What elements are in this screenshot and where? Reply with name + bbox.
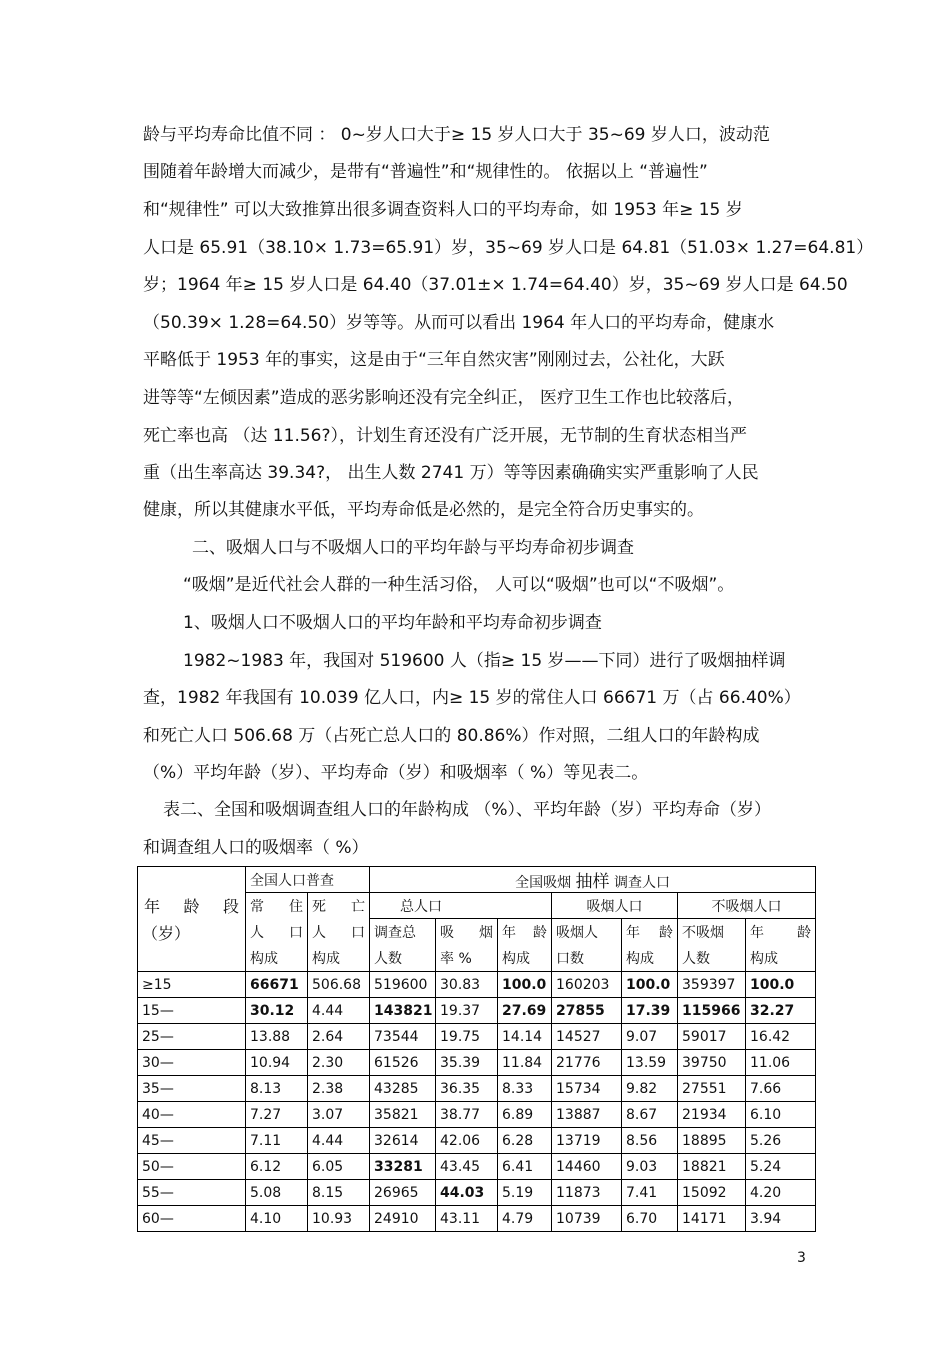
- table-cell: 36.35: [436, 1076, 498, 1102]
- paragraph-line: 1982~1983 年，我国对 519600 人（指≥ 15 岁——下同）进行了吸烟抽样调: [183, 651, 786, 671]
- table-cell: 33281: [370, 1154, 436, 1180]
- sub-header-smoke: 吸烟人口: [552, 893, 678, 919]
- age-cell: 15—: [138, 998, 246, 1024]
- table-cell: 14171: [678, 1206, 746, 1232]
- table-cell: 61526: [370, 1050, 436, 1076]
- table-cell: 16.42: [746, 1024, 816, 1050]
- sub-heading: 1、吸烟人口不吸烟人口的平均年龄和平均寿命初步调查: [183, 613, 602, 633]
- table-cell: 42.06: [436, 1128, 498, 1154]
- table-cell: 44.03: [436, 1180, 498, 1206]
- table-cell: 27551: [678, 1076, 746, 1102]
- paragraph-line: 平略低于 1953 年的事实，这是由于“三年自然灾害”刚刚过去，公社化，大跃: [143, 350, 725, 370]
- table-cell: 2.38: [308, 1076, 370, 1102]
- paragraph-line: 龄与平均寿命比值不同 ： 0~岁人口大于≥ 15 岁人口大于 35~69 岁人口，波动范: [143, 125, 770, 145]
- table-cell: 3.94: [746, 1206, 816, 1232]
- table-cell: 8.67: [622, 1102, 678, 1128]
- table-cell: 4.20: [746, 1180, 816, 1206]
- table-cell: 100.0: [746, 972, 816, 998]
- table-cell: 13719: [552, 1128, 622, 1154]
- table-cell: 6.12: [246, 1154, 308, 1180]
- table-cell: 43.45: [436, 1154, 498, 1180]
- survey-group-prefix: 全国吸烟: [515, 875, 572, 891]
- table-cell: 38.77: [436, 1102, 498, 1128]
- table-cell: 27.69: [498, 998, 552, 1024]
- age-group-header: [138, 867, 246, 972]
- table-cell: 7.11: [246, 1128, 308, 1154]
- table-cell: 6.41: [498, 1154, 552, 1180]
- table-cell: 14527: [552, 1024, 622, 1050]
- age-cell: 60—: [138, 1206, 246, 1232]
- page-number: 3: [797, 1250, 806, 1266]
- table-cell: 359397: [678, 972, 746, 998]
- table-cell: 4.44: [308, 998, 370, 1024]
- col-head-age-comp-3: 年 龄 构成: [746, 919, 816, 972]
- table-row: [138, 972, 816, 998]
- table-row: [138, 1024, 816, 1050]
- table-cell: 11873: [552, 1180, 622, 1206]
- table-cell: 6.28: [498, 1128, 552, 1154]
- table-cell: 66671: [246, 972, 308, 998]
- table-cell: 10.94: [246, 1050, 308, 1076]
- table-cell: 4.44: [308, 1128, 370, 1154]
- col-head-survey-total: 调查总 人数: [370, 919, 436, 972]
- table-caption: 表二、全国和吸烟调查组人口的年龄构成 （%）、平均年龄（岁）平均寿命（岁）: [163, 800, 772, 820]
- survey-group-suffix: 调查人口: [613, 875, 670, 891]
- paragraph-line: 围随着年龄增大而减少，是带有“普遍性”和“规律性的。 依据以上 “普遍性”: [143, 162, 708, 182]
- age-cell: 25—: [138, 1024, 246, 1050]
- table-cell: 8.15: [308, 1180, 370, 1206]
- table-caption: 和调查组人口的吸烟率（ %）: [143, 838, 369, 858]
- table-cell: 5.08: [246, 1180, 308, 1206]
- table-cell: 35821: [370, 1102, 436, 1128]
- table-cell: 73544: [370, 1024, 436, 1050]
- table-cell: 6.10: [746, 1102, 816, 1128]
- table-cell: 10.93: [308, 1206, 370, 1232]
- table-cell: 14460: [552, 1154, 622, 1180]
- table-row: [138, 1154, 816, 1180]
- age-cell: 40—: [138, 1102, 246, 1128]
- table-cell: 21934: [678, 1102, 746, 1128]
- table-cell: 15734: [552, 1076, 622, 1102]
- table-row: [138, 1180, 816, 1206]
- intro-line: “吸烟”是近代社会人群的一种生活习俗， 人可以“吸烟”也可以“不吸烟”。: [183, 575, 735, 595]
- table-cell: 18821: [678, 1154, 746, 1180]
- sub-header-nonsmoke: 不吸烟人口: [678, 893, 816, 919]
- table-row: [138, 1076, 816, 1102]
- paragraph-line: （%）平均年龄（岁）、平均寿命（岁）和吸烟率（ %）等见表二。: [143, 763, 649, 783]
- table-cell: 13887: [552, 1102, 622, 1128]
- paragraph-line: 和“规律性” 可以大致推算出很多调查资料人口的平均寿命，如 1953 年≥ 15 岁: [143, 200, 743, 220]
- table-row: [138, 1128, 816, 1154]
- table-cell: 5.19: [498, 1180, 552, 1206]
- paragraph-line: 查，1982 年我国有 10.039 亿人口，内≥ 15 岁的常住人口 66671 万（占 66.40%）: [143, 688, 801, 708]
- survey-group-big: 抽样: [575, 872, 610, 892]
- table-row: [138, 1206, 816, 1232]
- section-heading: 二、吸烟人口与不吸烟人口的平均年龄与平均寿命初步调查: [192, 538, 634, 558]
- header-char: 年: [144, 897, 161, 916]
- table-cell: 39750: [678, 1050, 746, 1076]
- paragraph-line: 岁；1964 年≥ 15 岁人口是 64.40（37.01±× 1.74=64.40）岁，35~69 岁人口是 64.50: [143, 275, 848, 295]
- table-cell: 14.14: [498, 1024, 552, 1050]
- table-cell: 2.64: [308, 1024, 370, 1050]
- table-cell: 9.03: [622, 1154, 678, 1180]
- header-char: 龄: [183, 897, 200, 916]
- table-cell: 8.33: [498, 1076, 552, 1102]
- data-table: [137, 866, 816, 1232]
- header-unit: （岁）: [142, 924, 191, 943]
- table-cell: 7.27: [246, 1102, 308, 1128]
- table-cell: 17.39: [622, 998, 678, 1024]
- table-row: [138, 1102, 816, 1128]
- age-cell: ≥15: [138, 972, 246, 998]
- table-cell: 11.06: [746, 1050, 816, 1076]
- age-cell: 55—: [138, 1180, 246, 1206]
- table-cell: 5.24: [746, 1154, 816, 1180]
- table-cell: 26965: [370, 1180, 436, 1206]
- table-cell: 43285: [370, 1076, 436, 1102]
- paragraph-line: 和死亡人口 506.68 万（占死亡总人口的 80.86%）作对照，二组人口的年龄构成: [143, 726, 760, 746]
- table-cell: 7.41: [622, 1180, 678, 1206]
- table-cell: 6.70: [622, 1206, 678, 1232]
- header-char: 段: [222, 897, 239, 916]
- table-cell: 11.84: [498, 1050, 552, 1076]
- table-cell: 30.12: [246, 998, 308, 1024]
- table-cell: 9.82: [622, 1076, 678, 1102]
- sub-header-total: 总人口: [370, 893, 552, 919]
- table-cell: 32614: [370, 1128, 436, 1154]
- table-cell: 6.89: [498, 1102, 552, 1128]
- age-cell: 50—: [138, 1154, 246, 1180]
- age-cell: 30—: [138, 1050, 246, 1076]
- table-cell: 35.39: [436, 1050, 498, 1076]
- paragraph-line: 死亡率也高 （达 11.56?），计划生育还没有广泛开展，无节制的生育状态相当严: [143, 426, 747, 446]
- table-cell: 32.27: [746, 998, 816, 1024]
- table-cell: 9.07: [622, 1024, 678, 1050]
- census-group-header: 全国人口普查: [246, 867, 370, 893]
- table-cell: 13.59: [622, 1050, 678, 1076]
- table-cell: 2.30: [308, 1050, 370, 1076]
- table-cell: 100.0: [498, 972, 552, 998]
- table-cell: 160203: [552, 972, 622, 998]
- col-head-nonsmokers: 不吸烟 人数: [678, 919, 746, 972]
- table-cell: 4.10: [246, 1206, 308, 1232]
- table-cell: 24910: [370, 1206, 436, 1232]
- table-cell: 8.13: [246, 1076, 308, 1102]
- table-row: [138, 1050, 816, 1076]
- survey-group-header: [370, 867, 816, 893]
- table-cell: 19.75: [436, 1024, 498, 1050]
- table-cell: 10739: [552, 1206, 622, 1232]
- table-row: [138, 998, 816, 1024]
- table-cell: 100.0: [622, 972, 678, 998]
- age-cell: 35—: [138, 1076, 246, 1102]
- paragraph-line: 健康，所以其健康水平低，平均寿命低是必然的，是完全符合历史事实的。: [143, 500, 704, 520]
- table-cell: 6.05: [308, 1154, 370, 1180]
- table-cell: 30.83: [436, 972, 498, 998]
- table-cell: 4.79: [498, 1206, 552, 1232]
- table-cell: 7.66: [746, 1076, 816, 1102]
- col-head-resident: 常 住 人 口 构成: [246, 893, 308, 972]
- col-head-death: 死 亡 人 口 构成: [308, 893, 370, 972]
- paragraph-line: 重（出生率高达 39.34?， 出生人数 2741 万）等等因素确确实实严重影响了人民: [143, 463, 759, 483]
- col-head-smokers: 吸烟人 口数: [552, 919, 622, 972]
- table-cell: 143821: [370, 998, 436, 1024]
- paragraph-line: 人口是 65.91（38.10× 1.73=65.91）岁，35~69 岁人口是 64.81（51.03× 1.27=64.81）: [143, 238, 874, 258]
- table-cell: 519600: [370, 972, 436, 998]
- paragraph-line: （50.39× 1.28=64.50）岁等等。从而可以看出 1964 年人口的平均寿命，健康水: [143, 313, 775, 333]
- table-cell: 506.68: [308, 972, 370, 998]
- table-cell: 18895: [678, 1128, 746, 1154]
- table-cell: 59017: [678, 1024, 746, 1050]
- age-cell: 45—: [138, 1128, 246, 1154]
- table-cell: 115966: [678, 998, 746, 1024]
- table-cell: 43.11: [436, 1206, 498, 1232]
- paragraph-line: 进等等“左倾因素”造成的恶劣影响还没有完全纠正， 医疗卫生工作也比较落后，: [143, 388, 745, 408]
- col-head-age-comp-1: 年 龄 构成: [498, 919, 552, 972]
- table-cell: 19.37: [436, 998, 498, 1024]
- table-header-row: [138, 867, 816, 893]
- table-cell: 5.26: [746, 1128, 816, 1154]
- table-cell: 27855: [552, 998, 622, 1024]
- table-cell: 21776: [552, 1050, 622, 1076]
- table-cell: 15092: [678, 1180, 746, 1206]
- table-cell: 13.88: [246, 1024, 308, 1050]
- col-head-age-comp-2: 年 龄 构成: [622, 919, 678, 972]
- table-cell: 3.07: [308, 1102, 370, 1128]
- table-cell: 8.56: [622, 1128, 678, 1154]
- col-head-smoke-rate: 吸 烟 率 %: [436, 919, 498, 972]
